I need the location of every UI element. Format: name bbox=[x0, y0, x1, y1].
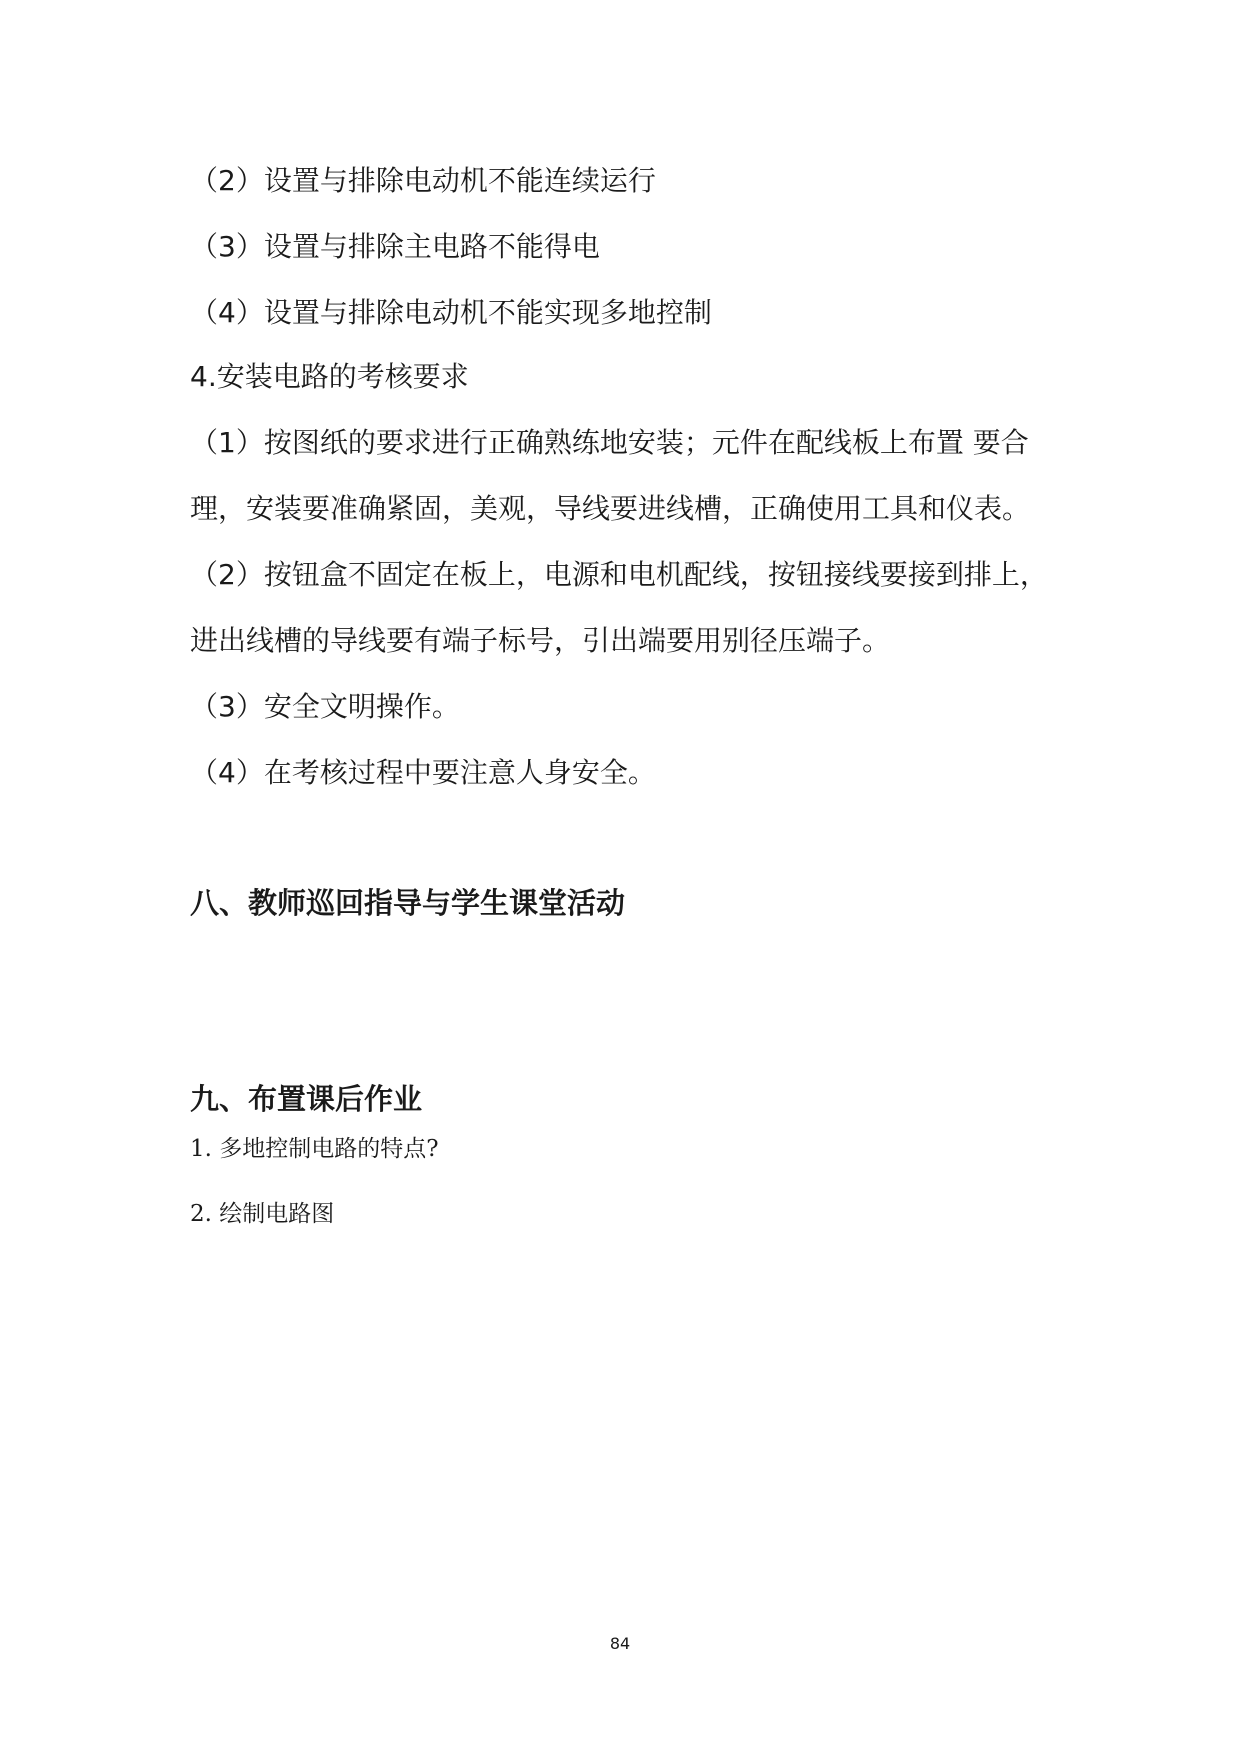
list-item-3: （3）设置与排除主电路不能得电 bbox=[190, 230, 600, 263]
page-number: 84 bbox=[609, 1634, 631, 1653]
requirement-1-line-2: 理，安装要准确紧固，美观，导线要进线槽，正确使用工具和仪表。 bbox=[190, 492, 1031, 525]
homework-item-2: 2. 绘制电路图 bbox=[190, 1201, 335, 1227]
requirement-2-line-2: 进出线槽的导线要有端子标号，引出端要用别径压端子。 bbox=[190, 624, 891, 657]
requirement-3: （3）安全文明操作。 bbox=[190, 690, 460, 723]
list-item-2: （2）设置与排除电动机不能连续运行 bbox=[190, 164, 656, 197]
heading-section-9: 九、布置课后作业 bbox=[190, 1082, 423, 1116]
requirement-2-line-1: （2）按钮盒不固定在板上，电源和电机配线，按钮接线要接到排上， bbox=[190, 558, 1048, 591]
homework-item-1: 1. 多地控制电路的特点? bbox=[190, 1136, 439, 1162]
requirement-4: （4）在考核过程中要注意人身安全。 bbox=[190, 756, 656, 789]
requirement-1-line-1: （1）按图纸的要求进行正确熟练地安装；元件在配线板上布置 要合 bbox=[190, 426, 1029, 459]
heading-section-8: 八、教师巡回指导与学生课堂活动 bbox=[190, 886, 626, 920]
section-4-title: 4.安装电路的考核要求 bbox=[190, 360, 469, 393]
list-item-4: （4）设置与排除电动机不能实现多地控制 bbox=[190, 296, 712, 329]
